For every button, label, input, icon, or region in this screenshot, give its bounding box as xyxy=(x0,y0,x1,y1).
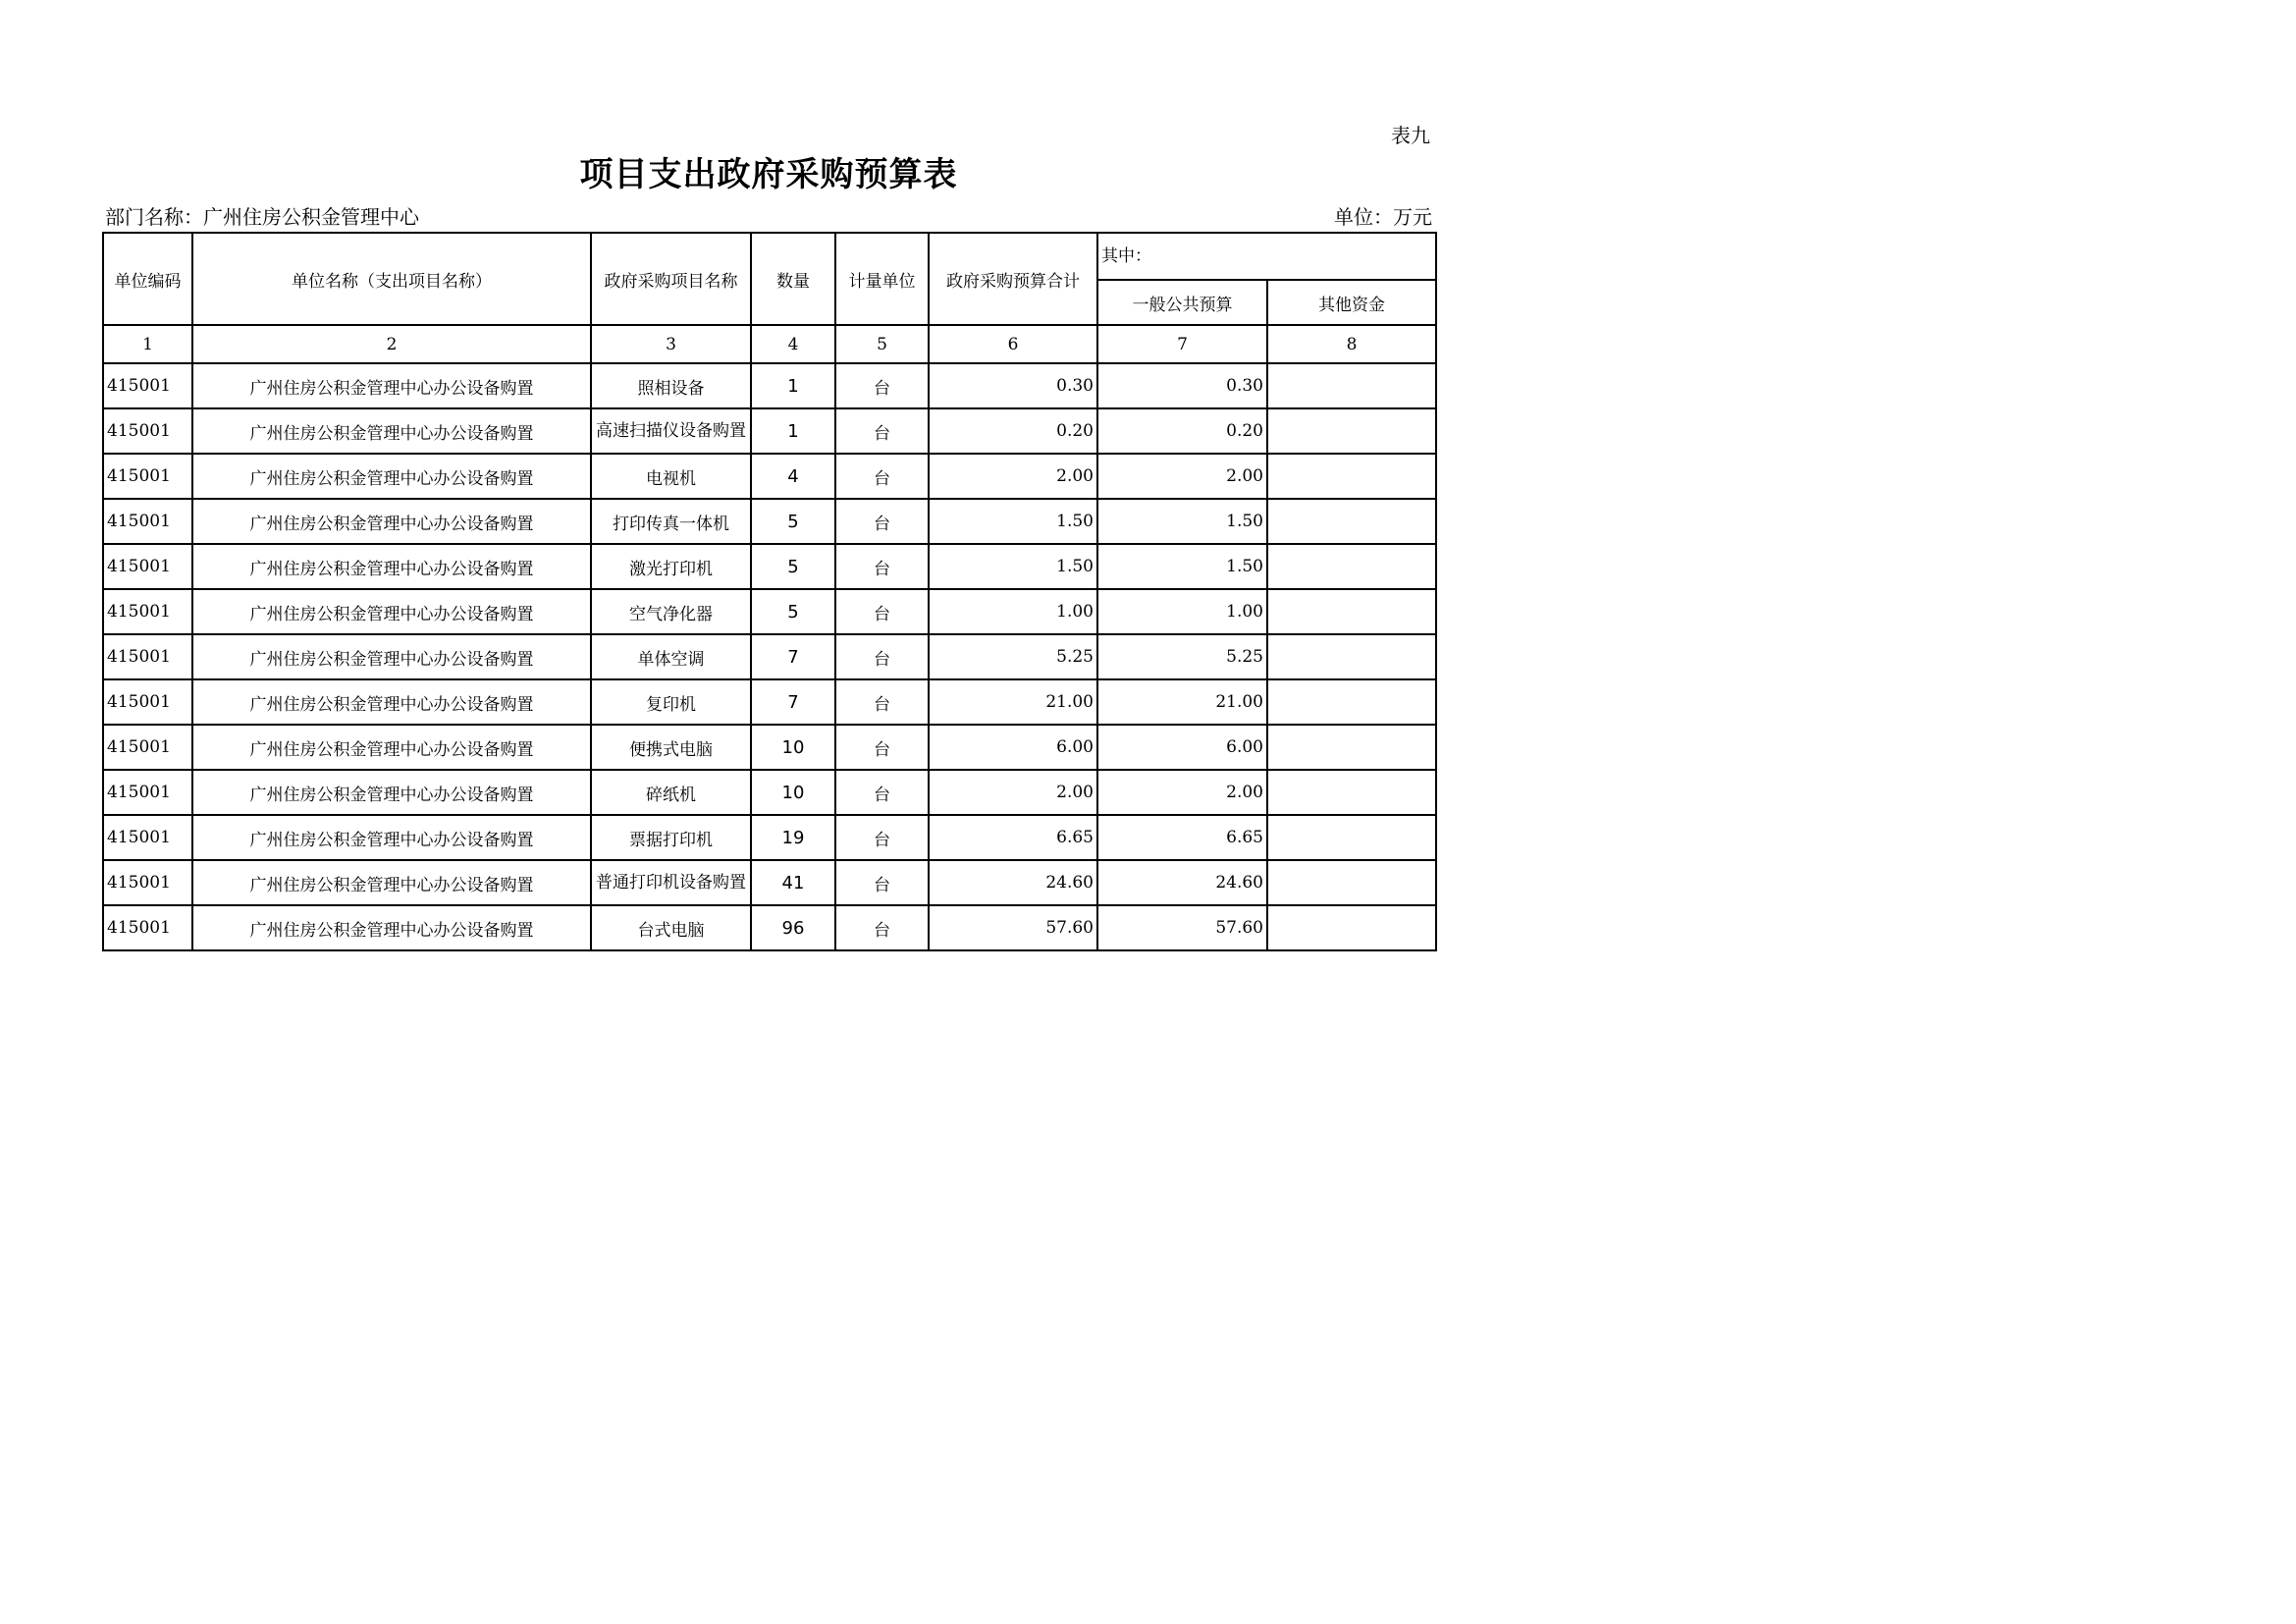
table-row xyxy=(103,408,1436,454)
cell-general-budget: 2.00 xyxy=(1097,770,1267,815)
cell-general-budget: 21.00 xyxy=(1097,679,1267,725)
header-general-budget: 一般公共预算 xyxy=(1097,280,1267,325)
cell-measure-unit: 台 xyxy=(835,725,929,770)
column-number: 2 xyxy=(192,325,591,363)
cell-total: 0.30 xyxy=(929,363,1097,408)
cell-quantity: 96 xyxy=(751,905,835,950)
cell-measure-unit: 台 xyxy=(835,589,929,634)
cell-general-budget: 6.65 xyxy=(1097,815,1267,860)
table-row xyxy=(103,499,1436,544)
header-other-funds: 其他资金 xyxy=(1267,280,1436,325)
cell-measure-unit: 台 xyxy=(835,544,929,589)
cell-item-name: 票据打印机 xyxy=(591,815,751,860)
cell-unit-name: 广州住房公积金管理中心办公设备购置 xyxy=(192,815,591,860)
cell-total: 1.50 xyxy=(929,544,1097,589)
cell-unit-code: 415001 xyxy=(103,679,192,725)
cell-unit-code: 415001 xyxy=(103,634,192,679)
column-number: 8 xyxy=(1267,325,1436,363)
cell-unit-code: 415001 xyxy=(103,408,192,454)
cell-other-funds xyxy=(1267,860,1436,905)
cell-measure-unit: 台 xyxy=(835,815,929,860)
page-title: 项目支出政府采购预算表 xyxy=(579,155,958,194)
cell-unit-code: 415001 xyxy=(103,544,192,589)
column-number: 7 xyxy=(1097,325,1267,363)
cell-other-funds xyxy=(1267,634,1436,679)
cell-quantity: 10 xyxy=(751,770,835,815)
cell-measure-unit: 台 xyxy=(835,408,929,454)
cell-unit-name: 广州住房公积金管理中心办公设备购置 xyxy=(192,679,591,725)
cell-unit-name: 广州住房公积金管理中心办公设备购置 xyxy=(192,363,591,408)
cell-general-budget: 2.00 xyxy=(1097,454,1267,499)
cell-quantity: 5 xyxy=(751,589,835,634)
table-row xyxy=(103,363,1436,408)
column-number: 3 xyxy=(591,325,751,363)
cell-item-name: 电视机 xyxy=(591,454,751,499)
cell-other-funds xyxy=(1267,499,1436,544)
cell-unit-name: 广州住房公积金管理中心办公设备购置 xyxy=(192,725,591,770)
cell-unit-code: 415001 xyxy=(103,363,192,408)
cell-unit-name: 广州住房公积金管理中心办公设备购置 xyxy=(192,499,591,544)
cell-quantity: 1 xyxy=(751,408,835,454)
table-row xyxy=(103,634,1436,679)
currency-unit-label: 单位：万元 xyxy=(1334,205,1432,229)
cell-other-funds xyxy=(1267,589,1436,634)
cell-quantity: 5 xyxy=(751,499,835,544)
cell-unit-code: 415001 xyxy=(103,725,192,770)
cell-measure-unit: 台 xyxy=(835,634,929,679)
cell-unit-code: 415001 xyxy=(103,499,192,544)
cell-measure-unit: 台 xyxy=(835,499,929,544)
cell-item-name: 激光打印机 xyxy=(591,544,751,589)
cell-unit-name: 广州住房公积金管理中心办公设备购置 xyxy=(192,408,591,454)
cell-general-budget: 1.00 xyxy=(1097,589,1267,634)
cell-other-funds xyxy=(1267,408,1436,454)
table-body xyxy=(103,233,1436,950)
table-number: 表九 xyxy=(1391,124,1430,147)
header-row-1 xyxy=(103,233,1436,280)
cell-unit-name: 广州住房公积金管理中心办公设备购置 xyxy=(192,905,591,950)
cell-measure-unit: 台 xyxy=(835,770,929,815)
cell-total: 2.00 xyxy=(929,454,1097,499)
column-number: 1 xyxy=(103,325,192,363)
header-unit-name: 单位名称（支出项目名称） xyxy=(192,233,591,325)
header-quantity: 数量 xyxy=(751,233,835,325)
header-unit-code: 单位编码 xyxy=(103,233,192,325)
table-row xyxy=(103,860,1436,905)
cell-other-funds xyxy=(1267,770,1436,815)
cell-total: 2.00 xyxy=(929,770,1097,815)
cell-total: 5.25 xyxy=(929,634,1097,679)
cell-total: 24.60 xyxy=(929,860,1097,905)
cell-quantity: 41 xyxy=(751,860,835,905)
cell-total: 1.00 xyxy=(929,589,1097,634)
cell-other-funds xyxy=(1267,679,1436,725)
cell-quantity: 7 xyxy=(751,634,835,679)
cell-other-funds xyxy=(1267,815,1436,860)
cell-total: 57.60 xyxy=(929,905,1097,950)
cell-unit-name: 广州住房公积金管理中心办公设备购置 xyxy=(192,634,591,679)
cell-measure-unit: 台 xyxy=(835,363,929,408)
cell-unit-code: 415001 xyxy=(103,815,192,860)
cell-general-budget: 57.60 xyxy=(1097,905,1267,950)
column-number: 5 xyxy=(835,325,929,363)
cell-item-name: 台式电脑 xyxy=(591,905,751,950)
table-row xyxy=(103,770,1436,815)
column-number: 4 xyxy=(751,325,835,363)
cell-item-name: 便携式电脑 xyxy=(591,725,751,770)
cell-unit-name: 广州住房公积金管理中心办公设备购置 xyxy=(192,860,591,905)
cell-total: 21.00 xyxy=(929,679,1097,725)
cell-measure-unit: 台 xyxy=(835,679,929,725)
header-of-which: 其中： xyxy=(1097,233,1436,280)
table-row xyxy=(103,725,1436,770)
cell-measure-unit: 台 xyxy=(835,454,929,499)
cell-quantity: 10 xyxy=(751,725,835,770)
table-row xyxy=(103,454,1436,499)
header-measure-unit: 计量单位 xyxy=(835,233,929,325)
cell-unit-code: 415001 xyxy=(103,860,192,905)
cell-general-budget: 5.25 xyxy=(1097,634,1267,679)
cell-total: 1.50 xyxy=(929,499,1097,544)
cell-other-funds xyxy=(1267,905,1436,950)
cell-quantity: 5 xyxy=(751,544,835,589)
cell-general-budget: 1.50 xyxy=(1097,544,1267,589)
cell-other-funds xyxy=(1267,544,1436,589)
cell-item-name: 单体空调 xyxy=(591,634,751,679)
column-number-row xyxy=(103,325,1436,363)
cell-measure-unit: 台 xyxy=(835,905,929,950)
cell-unit-name: 广州住房公积金管理中心办公设备购置 xyxy=(192,544,591,589)
cell-measure-unit: 台 xyxy=(835,860,929,905)
header-total: 政府采购预算合计 xyxy=(929,233,1097,325)
cell-unit-name: 广州住房公积金管理中心办公设备购置 xyxy=(192,454,591,499)
cell-quantity: 4 xyxy=(751,454,835,499)
cell-item-name: 空气净化器 xyxy=(591,589,751,634)
table-row xyxy=(103,905,1436,950)
cell-other-funds xyxy=(1267,725,1436,770)
table-row xyxy=(103,679,1436,725)
cell-quantity: 1 xyxy=(751,363,835,408)
cell-item-name: 碎纸机 xyxy=(591,770,751,815)
procurement-budget-table xyxy=(102,232,1437,951)
cell-total: 6.65 xyxy=(929,815,1097,860)
cell-general-budget: 1.50 xyxy=(1097,499,1267,544)
department-label: 部门名称：广州住房公积金管理中心 xyxy=(105,205,419,229)
cell-general-budget: 0.30 xyxy=(1097,363,1267,408)
cell-unit-code: 415001 xyxy=(103,454,192,499)
cell-quantity: 7 xyxy=(751,679,835,725)
table-row xyxy=(103,589,1436,634)
table-row xyxy=(103,815,1436,860)
cell-unit-name: 广州住房公积金管理中心办公设备购置 xyxy=(192,770,591,815)
cell-general-budget: 0.20 xyxy=(1097,408,1267,454)
cell-unit-code: 415001 xyxy=(103,905,192,950)
cell-unit-code: 415001 xyxy=(103,589,192,634)
cell-other-funds xyxy=(1267,454,1436,499)
cell-unit-name: 广州住房公积金管理中心办公设备购置 xyxy=(192,589,591,634)
cell-other-funds xyxy=(1267,363,1436,408)
cell-general-budget: 24.60 xyxy=(1097,860,1267,905)
cell-item-name: 打印传真一体机 xyxy=(591,499,751,544)
cell-total: 0.20 xyxy=(929,408,1097,454)
cell-item-name: 高速扫描仪设备购置 xyxy=(591,408,751,454)
cell-general-budget: 6.00 xyxy=(1097,725,1267,770)
cell-total: 6.00 xyxy=(929,725,1097,770)
table-row xyxy=(103,544,1436,589)
column-number: 6 xyxy=(929,325,1097,363)
cell-item-name: 复印机 xyxy=(591,679,751,725)
cell-unit-code: 415001 xyxy=(103,770,192,815)
cell-quantity: 19 xyxy=(751,815,835,860)
cell-item-name: 照相设备 xyxy=(591,363,751,408)
cell-item-name: 普通打印机设备购置 xyxy=(591,860,751,905)
header-item-name: 政府采购项目名称 xyxy=(591,233,751,325)
